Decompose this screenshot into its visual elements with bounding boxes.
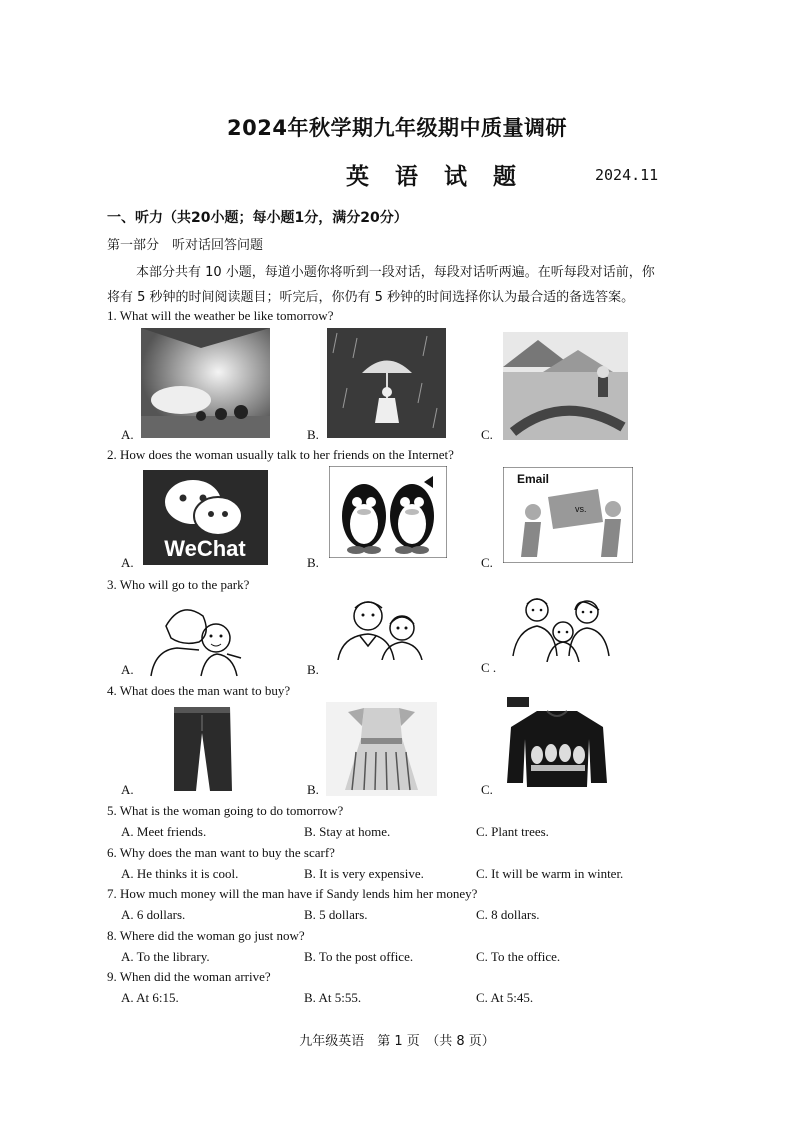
question-1: 1. What will the weather be like tomorrow? [107,308,334,323]
question-9: 9. When did the woman arrive? [107,969,271,984]
dress-picture [326,702,437,796]
section-heading: 一、听力（共20小题；每小题1分，满分20分） [107,210,408,226]
exam-subject: 英 语 试 题 [346,164,526,190]
email-figures-picture [503,467,633,563]
option-a: A. To the library. [121,949,210,964]
exam-date: 2024.11 [595,166,659,184]
option-a: A. 6 dollars. [121,907,186,922]
option-a: A. He thinks it is cool. [121,866,239,881]
option-label: B. [307,662,319,677]
option-b: B. It is very expensive. [304,866,424,881]
option-c: C. 8 dollars. [476,907,540,922]
question-4: 4. What does the man want to buy? [107,683,291,698]
option-c: C. At 5:45. [476,990,534,1005]
part-heading: 第一部分 听对话回答问题 [107,238,264,253]
option-label: A. [121,782,134,797]
snowy-landscape-picture [503,332,628,440]
option-label: B. [307,427,319,442]
family-of-three-picture [509,596,614,662]
jeans-picture [168,705,236,793]
option-label: A. [121,555,134,570]
option-c: C. It will be warm in winter. [476,866,624,881]
mother-son-picture [141,598,249,678]
option-c: C. To the office. [476,949,561,964]
option-b: B. To the post office. [304,949,414,964]
option-a: A. Meet friends. [121,824,207,839]
option-label: B. [307,782,319,797]
option-label: A. [121,427,134,442]
option-b: B. Stay at home. [304,824,391,839]
rainy-girl-umbrella-picture [327,328,446,438]
question-2: 2. How does the woman usually talk to her friends on the Internet? [107,447,454,462]
page-footer: 九年级英语 第 1 页 （共 8 页） [299,1034,495,1049]
option-c: C. Plant trees. [476,824,549,839]
question-8: 8. Where did the woman go just now? [107,928,305,943]
email-label-text: Email [517,472,550,486]
option-label: C. [481,555,493,570]
option-label: C. [481,782,493,797]
option-a: A. At 6:15. [121,990,179,1005]
exam-title: 2024年秋学期九年级期中质量调研 [227,116,567,140]
question-5: 5. What is the woman going to do tomorrow? [107,803,344,818]
wechat-logo-text: WeChat [164,536,246,561]
instructions-line-2: 将有 5 秒钟的时间阅读题目；听完后，你仍有 5 秒钟的时间选择你认为最合适的备选答案。 [107,290,635,305]
option-label: B. [307,555,319,570]
sweater-picture [507,697,607,790]
couple-picture [330,598,435,660]
question-6: 6. Why does the man want to buy the scarf? [107,845,335,860]
option-b: B. At 5:55. [304,990,362,1005]
instructions-line-1: 本部分共有 10 小题，每道小题你将听到一段对话，每段对话听两遍。在听每段对话前，你 [136,265,655,280]
wechat-logo-picture [143,470,268,565]
option-label: C. [481,427,493,442]
vs-text: vs. [575,504,587,514]
sunny-weather-picture [141,328,270,438]
question-3: 3. Who will go to the park? [107,577,250,592]
option-label: A. [121,662,134,677]
question-7: 7. How much money will the man have if Sandy lends him her money? [107,886,478,901]
option-label: C . [481,660,497,675]
qq-penguins-picture [329,466,447,558]
option-b: B. 5 dollars. [304,907,368,922]
